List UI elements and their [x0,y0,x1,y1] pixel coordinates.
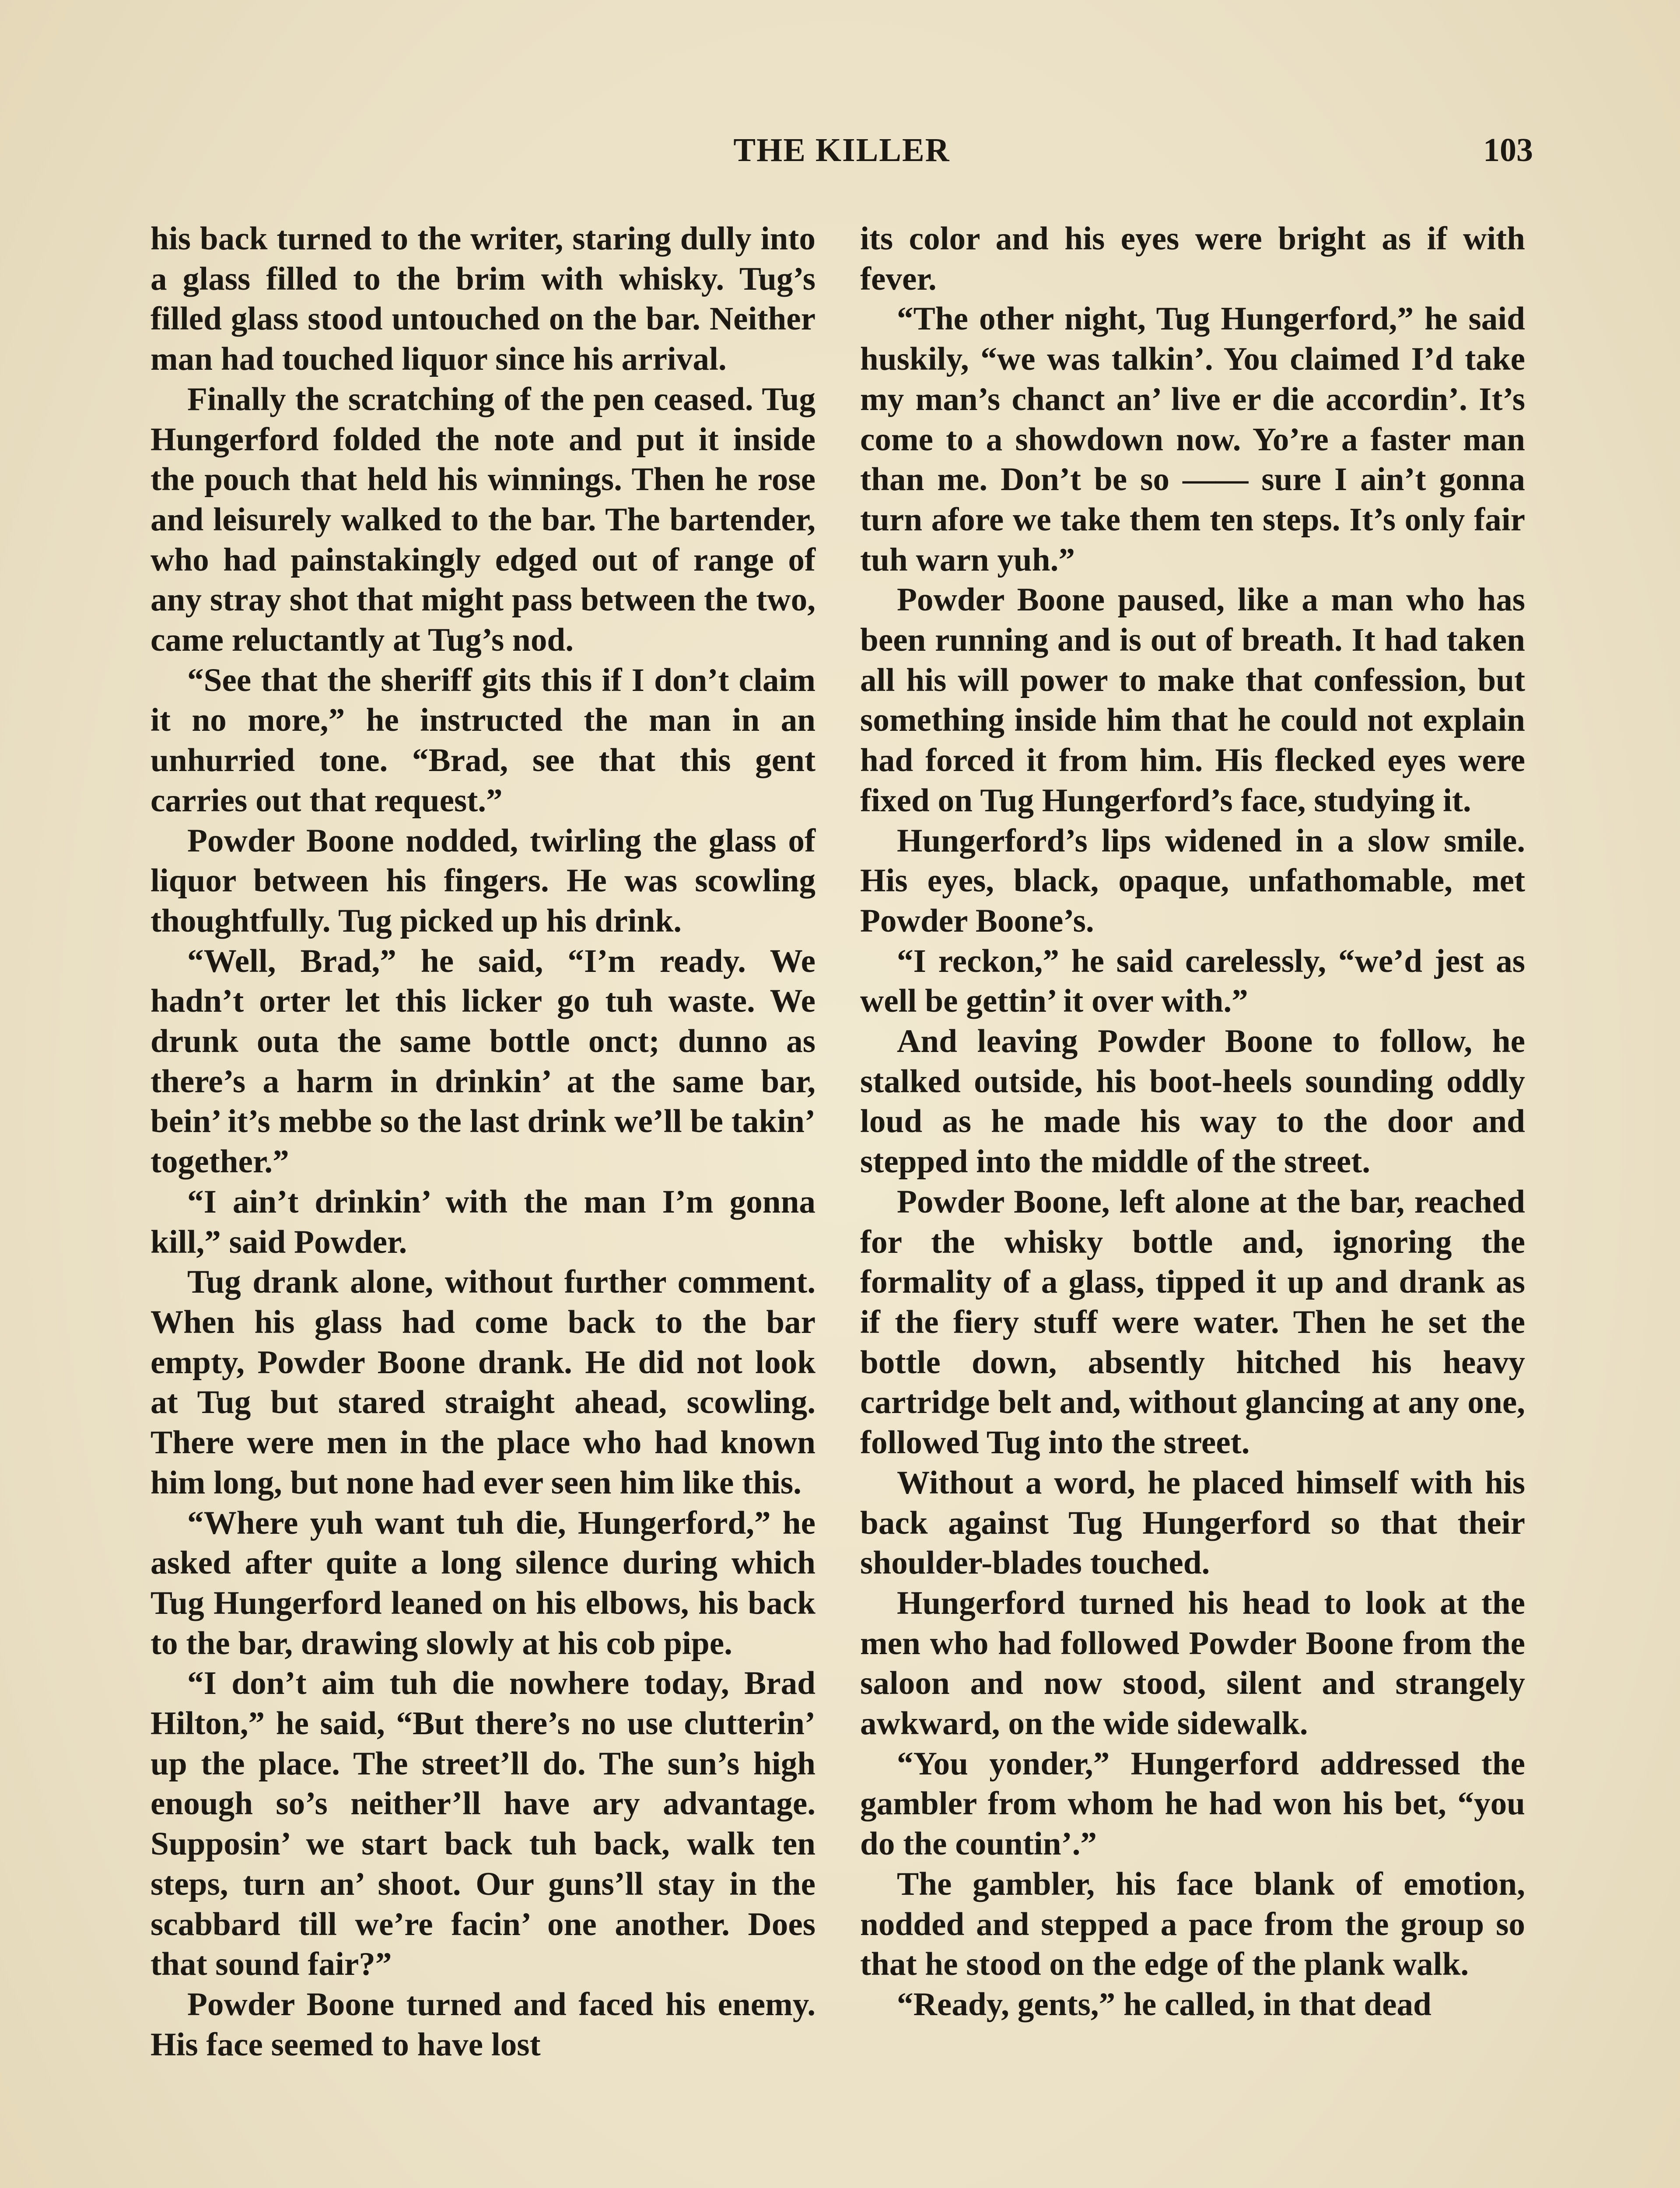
paragraph: “Where yuh want tuh die, Hungerford,” he asked after quite a long silence during which Tug Hungerford leaned on his elbows, his back to the bar, drawing slowly at his cob pipe. [150,1504,816,1662]
paragraph: “The other night, Tug Hungerford,” he said huskily, “we was talkin’. You claimed I’d take my man’s chanct an’ live er die accordin’. It’s come to a showdown now. Yo’re a faster man than me. Don’t be so —— sure I ain’t gonna turn afore we take them ten steps. It’s only fair tuh warn yuh.” [860,301,1525,578]
paragraph: Powder Boone paused, like a man who has been running and is out of breath. It had taken all his will power to make that confession, but something inside him that he could not explain had forced it from him. His flecked eyes were fixed on Tug Hungerford’s face, studying it. [860,582,1525,819]
paragraph: “Ready, gents,” he called, in that dead [897,1986,1432,2023]
running-title: THE KILLER [733,132,950,168]
paragraph: “See that the sheriff gits this if I don’t claim it no more,” he instructed the man in an unhurried tone. “Brad, see that this gent carries out that request.” [150,662,816,819]
paragraph: “I don’t aim tuh die nowhere today, Brad Hilton,” he said, “But there’s no use clutterin’ up the place. The street’ll do. The sun’s high enough so’s neither’ll have ary advantage. Supposin’ we start back tuh back, walk ten steps, turn an’ shoot. Our guns’ll stay in the scabbard till we’re facin’ one another. Does that sound fair?” [150,1665,816,1983]
paragraph: its color and his eyes were bright as if with fever. [860,221,1525,297]
right-column [860,219,1525,2025]
page-number: 103 [1483,132,1533,168]
paragraph: “Well, Brad,” he said, “I’m ready. We hadn’t orter let this licker go tuh waste. We drunk outa the same bottle onct; dunno as there’s a harm in drinkin’ at the same bar, bein’ it’s mebbe so the last drink we’ll be takin’ together.” [150,943,816,1180]
paragraph: Tug drank alone, without further comment. When his glass had come back to the bar empty, Powder Boone drank. He did not look at Tug but stared straight ahead, scowling. There were men in the place who had known him long, but none had ever seen him like this. [150,1264,816,1501]
paragraph: “I reckon,” he said carelessly, “we’d jest as well be gettin’ it over with.” [860,943,1525,1020]
page-header [150,131,1533,179]
paragraph: “You yonder,” Hungerford addressed the gambler from whom he had won his bet, “you do the countin’.” [860,1745,1525,1862]
paragraph: his back turned to the writer, staring dully into a glass filled to the brim with whisky. Tug’s filled glass stood untouched on the bar. Neither man had touched liquor since his arrival. [150,221,816,378]
paragraph: And leaving Powder Boone to follow, he stalked outside, his boot-heels sounding oddly loud as he made his way to the door and stepped into the middle of the street. [860,1023,1525,1180]
paragraph: Powder Boone turned and faced his enemy. His face seemed to have lost [150,1986,816,2063]
paragraph: Without a word, he placed himself with his back against Tug Hungerford so that their shoulder-blades touched. [860,1464,1525,1581]
paragraph: Hungerford’s lips widened in a slow smile. His eyes, black, opaque, unfathomable, met Powder Boone’s. [860,822,1525,939]
left-column [150,219,816,2065]
paragraph: Powder Boone, left alone at the bar, reached for the whisky bottle and, ignoring the formality of a glass, tipped it up and drank as if the fiery stuff were water. Then he set the bottle down, absently hitched his heavy cartridge belt and, without glancing at any one, followed Tug into the street. [860,1183,1525,1461]
paragraph: Finally the scratching of the pen ceased. Tug Hungerford folded the note and put it inside the pouch that held his winnings. Then he rose and leisurely walked to the bar. The bartender, who had painstakingly edged out of range of any stray shot that might pass between the two, came reluctantly at Tug’s nod. [150,381,816,659]
paragraph: Powder Boone nodded, twirling the glass of liquor between his fingers. He was scowling thoughtfully. Tug picked up his drink. [150,822,816,939]
paragraph: Hungerford turned his head to look at the men who had followed Powder Boone from the saloon and now stood, silent and strangely awkward, on the wide sidewalk. [860,1585,1525,1742]
paragraph: “I ain’t drinkin’ with the man I’m gonna kill,” said Powder. [150,1183,816,1260]
paragraph: The gambler, his face blank of emotion, nodded and stepped a pace from the group so that he stood on the edge of the plank walk. [860,1865,1525,1983]
